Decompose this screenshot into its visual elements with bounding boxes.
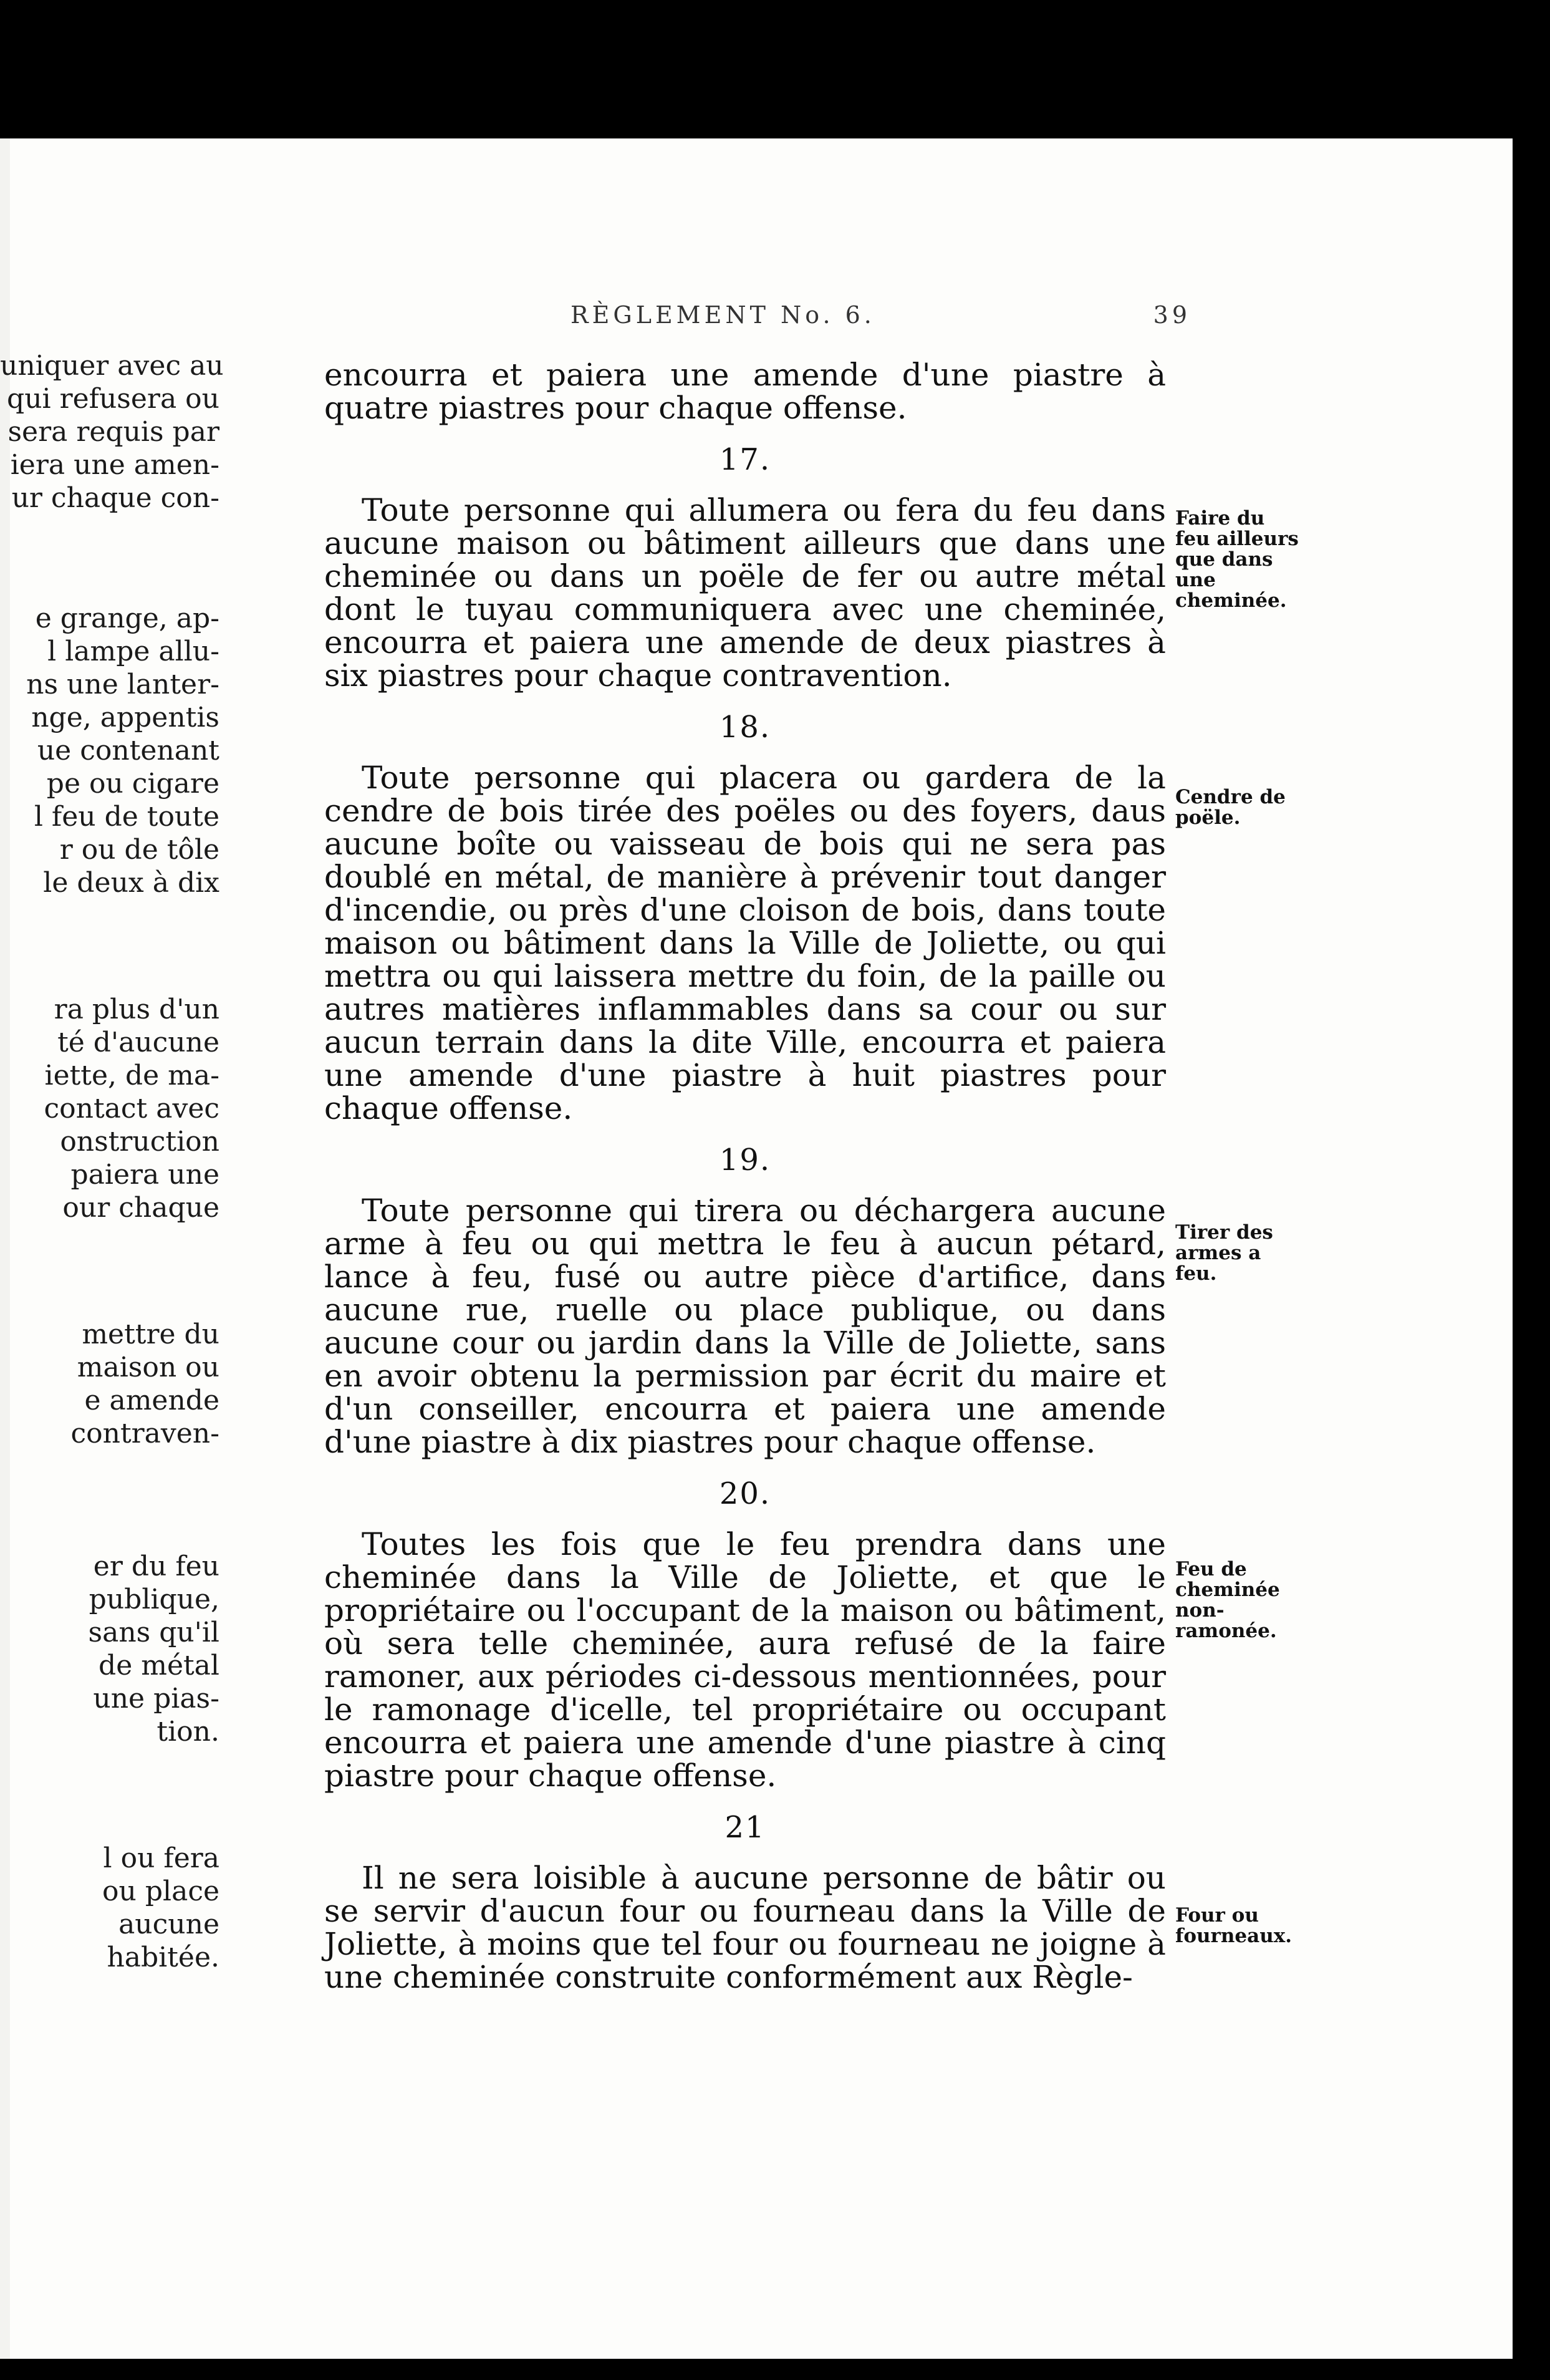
left-fragment-line: une pias- bbox=[93, 1683, 219, 1715]
margin-note: Feu de cheminée non-ramonée. bbox=[1175, 1558, 1280, 1642]
article-21 bbox=[324, 1811, 1166, 1994]
article-number: 20. bbox=[719, 1476, 771, 1511]
left-fragment-line: l ou fera bbox=[103, 1842, 219, 1874]
left-page-fragments bbox=[0, 349, 237, 2061]
article-text: Toute personne qui allumera ou fera du feu dans aucune maison ou bâtiment ailleurs que dans une cheminée ou dans un poële de fer ou autre métal dont le tuyau communiquera avec une cheminée, encourra et paiera une amende de deux piastres à six piastres pour chaque contravention. bbox=[324, 492, 1166, 694]
left-fragment-block bbox=[0, 1318, 237, 1450]
article-number: 18. bbox=[719, 710, 771, 745]
left-fragment-line: ue contenant bbox=[37, 735, 219, 767]
article-text: Toute personne qui tirera ou déchargera aucune arme à feu ou qui mettra le feu à aucun pétard, lance à feu, fusé ou autre pièce d'artifice, dans aucune rue, ruelle ou place publique, ou dans aucune cour ou jardin dans la Ville de Joliette, sans en avoir obtenu la permission par écrit du maire et d'un conseiller, encourra et paiera une amende d'une piastre à dix piastres pour chaque offense. bbox=[324, 1192, 1166, 1460]
left-fragment-line: publique, bbox=[89, 1584, 219, 1615]
running-header bbox=[324, 301, 1191, 329]
left-fragment-line: e grange, ap- bbox=[35, 602, 219, 634]
left-fragment-line: tion. bbox=[156, 1716, 219, 1748]
left-fragment-block bbox=[0, 602, 237, 899]
left-fragment-line: qui refusera ou bbox=[7, 383, 219, 415]
margin-note: Cendre de poële. bbox=[1175, 786, 1286, 829]
left-fragment-line: l feu de toute bbox=[34, 801, 219, 833]
left-fragment-line: ou place bbox=[102, 1875, 219, 1907]
left-fragment-line: paiera une bbox=[70, 1159, 219, 1191]
article-19 bbox=[324, 1144, 1166, 1459]
article-text: Toute personne qui placera ou gardera de la cendre de bois tirée des poëles ou des foyers, daus aucune boîte ou vaisseau de bois qui ne sera pas doublé en métal, de manière à prévenir tout danger d'incendie, ou près d'une cloison de bois, dans toute maison ou bâtiment dans la Ville de Joliette, ou qui mettra ou qui laissera mettre du foin, de la paille ou autres matières inflammables dans sa cour ou sur aucun terrain dans la dite Ville, encourra et paiera une amende d'une piastre à huit piastres pour chaque offense. bbox=[324, 760, 1166, 1126]
margin-note: Faire du feu ailleurs que dans une cheminée. bbox=[1175, 507, 1299, 612]
left-fragment-line: habitée. bbox=[107, 1942, 219, 1973]
left-fragment-line: pe ou cigare bbox=[46, 768, 219, 800]
main-text-column bbox=[324, 359, 1166, 2008]
left-fragment-line: ra plus d'un bbox=[54, 994, 219, 1025]
article-number: 17. bbox=[719, 442, 771, 477]
left-fragment-line: our chaque bbox=[62, 1192, 219, 1224]
left-fragment-line: nge, appentis bbox=[31, 702, 219, 733]
article-18 bbox=[324, 711, 1166, 1125]
left-fragment-line: contact avec bbox=[44, 1093, 219, 1125]
left-fragment-block bbox=[0, 1842, 237, 1974]
margin-note: Four ou fourneaux. bbox=[1175, 1904, 1292, 1947]
left-fragment-line: de métal bbox=[99, 1650, 219, 1681]
left-fragment-line: ns une lanter- bbox=[26, 669, 219, 700]
left-fragment-block bbox=[0, 1550, 237, 1748]
left-fragment-line: er du feu bbox=[93, 1550, 219, 1582]
left-fragment-line: le deux à dix bbox=[43, 867, 219, 899]
left-fragment-line: e amende bbox=[84, 1385, 219, 1416]
left-fragment-line: aucune bbox=[118, 1908, 219, 1940]
article-20 bbox=[324, 1478, 1166, 1792]
margin-note: Tirer des armes a feu. bbox=[1175, 1221, 1273, 1285]
continuation-paragraph: encourra et paiera une amende d'une piastre à quatre piastres pour chaque offense. bbox=[324, 357, 1166, 426]
left-fragment-line: ur chaque con- bbox=[11, 482, 219, 514]
left-fragment-line: l lampe allu- bbox=[47, 636, 219, 667]
page-number: 39 bbox=[1153, 301, 1191, 329]
left-fragment-line: té d'aucune bbox=[57, 1027, 219, 1058]
left-fragment-block bbox=[0, 993, 237, 1224]
left-fragment-line: iette, de ma- bbox=[44, 1060, 219, 1091]
left-fragment-line: sans qu'il bbox=[88, 1617, 219, 1648]
article-17 bbox=[324, 443, 1166, 692]
left-fragment-line: maison ou bbox=[77, 1352, 219, 1383]
header-title: RÈGLEMENT No. 6. bbox=[570, 301, 875, 329]
left-fragment-line: iera une amen- bbox=[10, 449, 219, 481]
left-fragment-line: r ou de tôle bbox=[59, 834, 219, 866]
article-text: Il ne sera loisible à aucune personne de bâtir ou se servir d'aucun four ou fourneau dans la Ville de Joliette, à moins que tel four ou fourneau ne joigne à une cheminée construite conformément aux Règle- bbox=[324, 1860, 1166, 1995]
left-fragment-block bbox=[0, 349, 237, 515]
left-fragment-line: contraven- bbox=[70, 1418, 219, 1449]
left-fragment-line: mettre du bbox=[82, 1318, 219, 1350]
article-number: 21 bbox=[724, 1810, 766, 1845]
article-text: Toutes les fois que le feu prendra dans une cheminée dans la Ville de Joliette, et que le propriétaire ou l'occupant de la maison ou bâtiment, où sera telle cheminée, aura refusé de la faire ramoner, aux périodes ci-dessous mentionnées, pour le ramonage d'icelle, tel propriétaire ou occupant encourra et paiera une amende d'une piastre à cinq piastre pour chaque offense. bbox=[324, 1526, 1166, 1794]
left-fragment-line: sera requis par bbox=[7, 416, 219, 448]
left-fragment-line: onstruction bbox=[60, 1126, 219, 1158]
left-fragment-line: uniquer avec au bbox=[0, 350, 224, 382]
article-number: 19. bbox=[719, 1143, 771, 1178]
